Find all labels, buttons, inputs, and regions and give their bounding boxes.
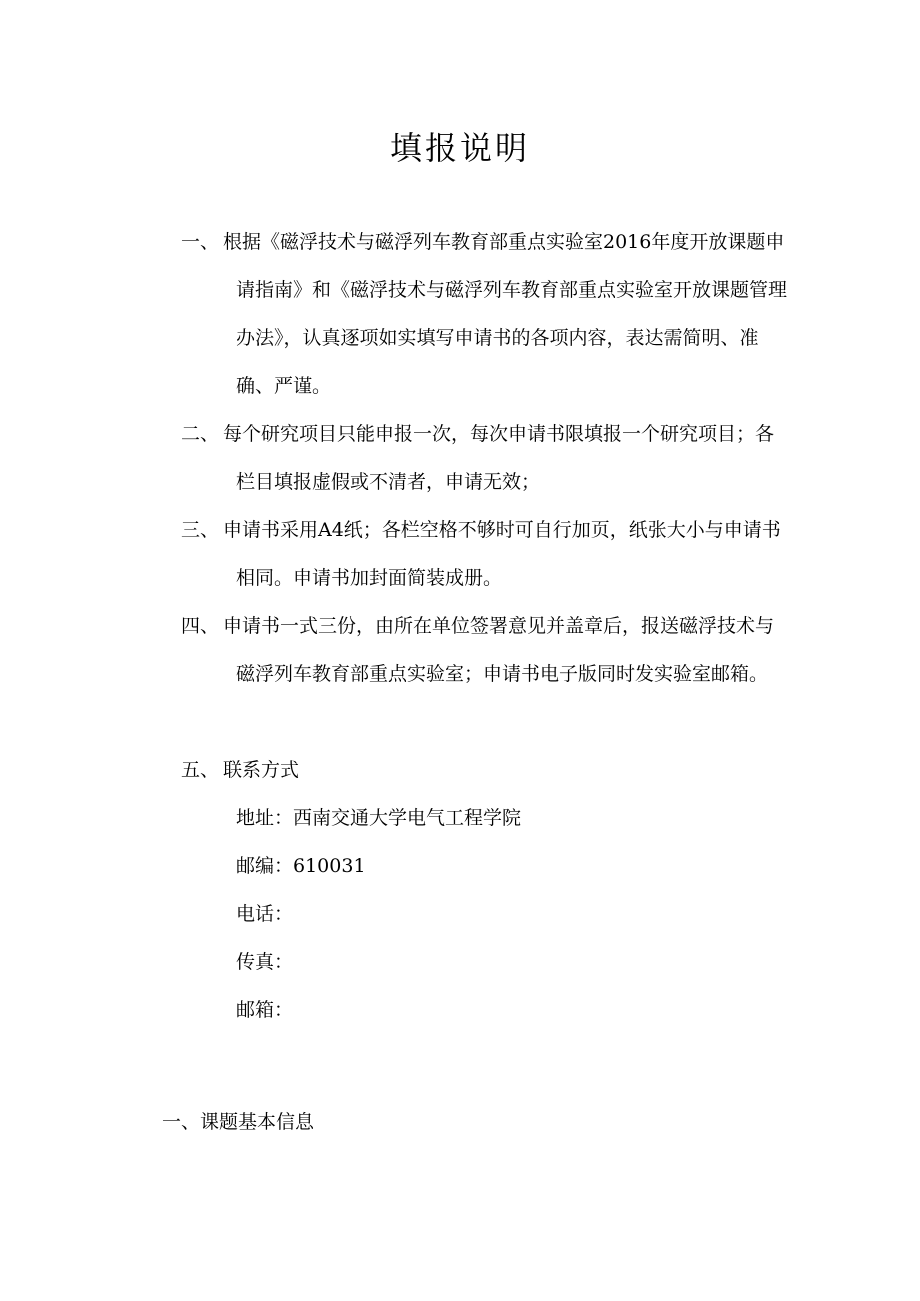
item-number: 二、 xyxy=(181,423,220,445)
contact-postcode: 邮编：610031 xyxy=(236,855,366,877)
item-text: 根据《磁浮技术与磁浮列车教育部重点实验室2016年度开放课题申请指南》和《磁浮技术与磁浮列车教育部重点实验室开放课题管理办法》，认真逐项如实填写申请书的各项内容，表达需简明、准确、严谨。 xyxy=(223,231,788,397)
item-number: 四、 xyxy=(181,615,220,637)
item-number: 五、 xyxy=(181,759,220,781)
item-text: 每个研究项目只能申报一次，每次申请书限填报一个研究项目；各栏目填报虚假或不清者，申请无效； xyxy=(223,423,775,493)
contact-address: 地址：西南交通大学电气工程学院 xyxy=(236,807,522,829)
section-heading: 一、课题基本信息 xyxy=(162,1111,315,1133)
contact-fax: 传真： xyxy=(236,951,294,973)
item-text: 申请书采用A4纸；各栏空格不够时可自行加页，纸张大小与申请书相同。申请书加封面简装成册。 xyxy=(223,519,781,589)
item-number: 一、 xyxy=(181,231,220,253)
instruction-item-3 xyxy=(181,506,791,602)
instruction-item-5 xyxy=(181,746,791,794)
instruction-item-4 xyxy=(181,602,791,698)
page-title: 填报说明 xyxy=(389,129,530,167)
instruction-item-2 xyxy=(181,410,791,506)
item-text: 申请书一式三份，由所在单位签署意见并盖章后，报送磁浮技术与磁浮列车教育部重点实验室；申请书电子版同时发实验室邮箱。 xyxy=(223,615,775,685)
contact-phone: 电话： xyxy=(236,903,294,925)
item-text: 联系方式 xyxy=(223,759,300,781)
item-number: 三、 xyxy=(181,519,220,541)
instruction-item-1 xyxy=(181,218,791,410)
contact-email: 邮箱： xyxy=(236,999,294,1021)
